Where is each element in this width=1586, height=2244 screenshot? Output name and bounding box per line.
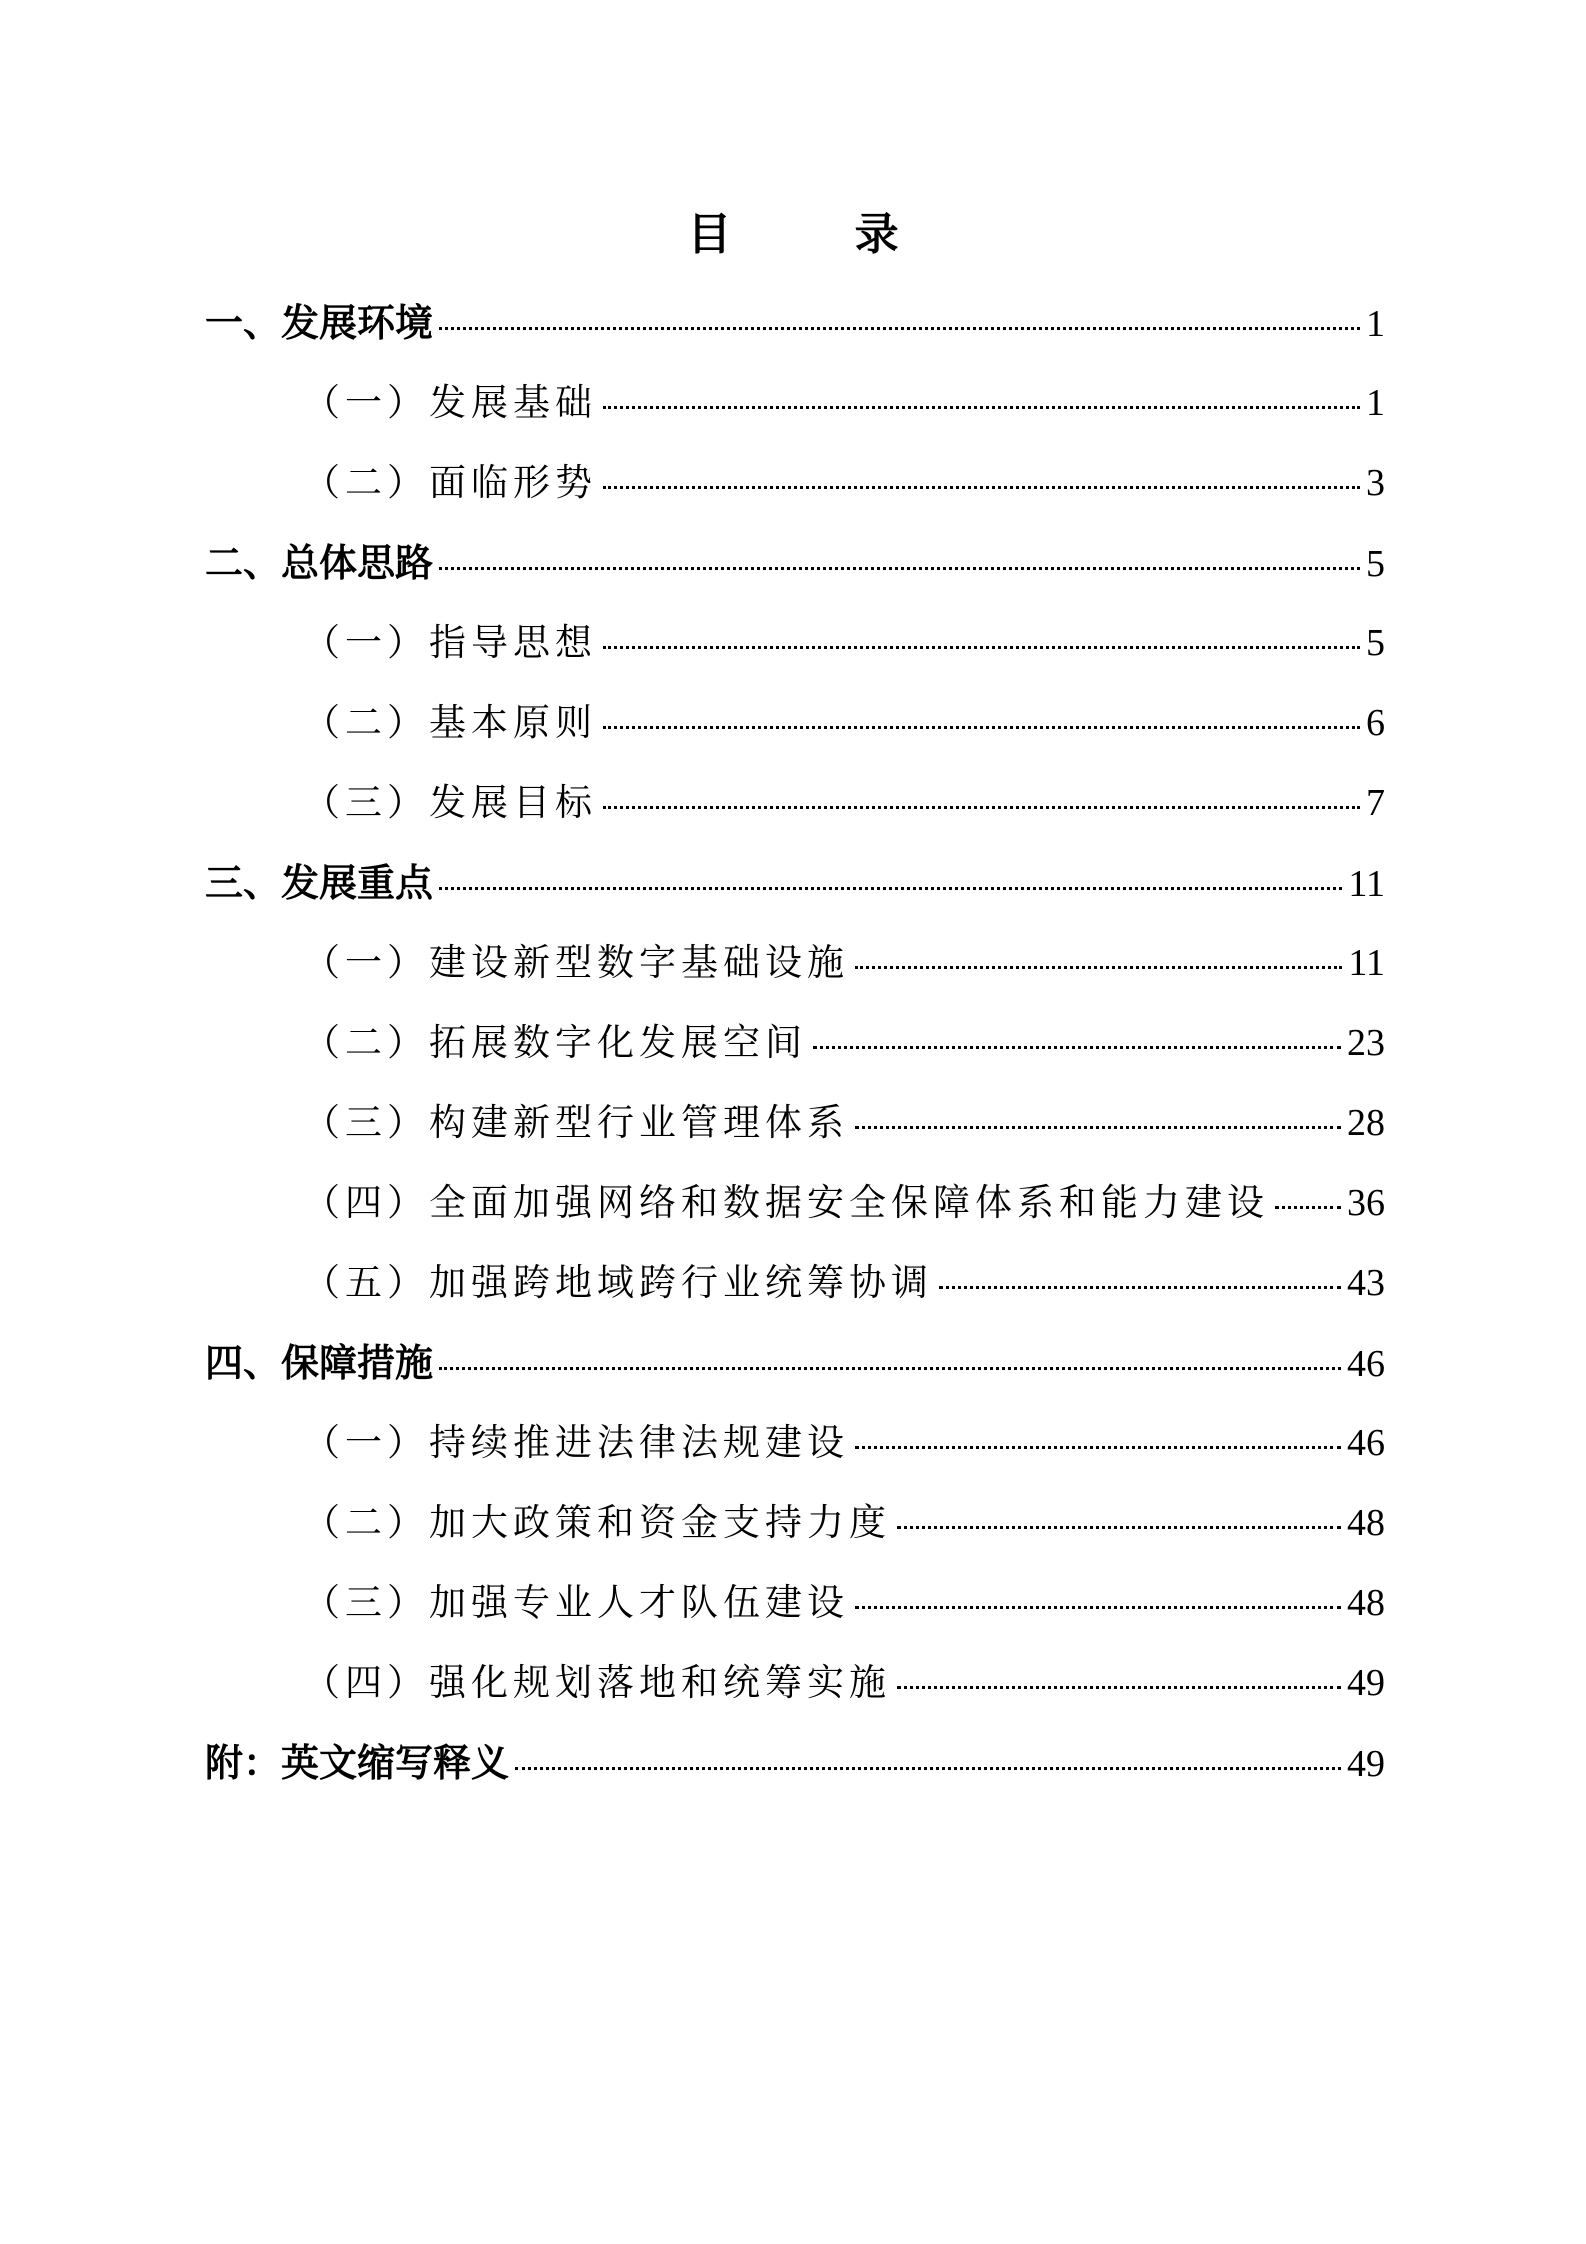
toc-entry-label: （四）全面加强网络和数据安全保障体系和能力建设 (303, 1181, 1269, 1224)
toc-dot-leader (1275, 1206, 1341, 1209)
toc-entry-label: 一、发展环境 (205, 301, 434, 345)
toc-entry-label: （二）加大政策和资金支持力度 (303, 1501, 891, 1544)
toc-entry-label: （一）持续推进法律法规建设 (303, 1421, 849, 1464)
toc-dot-leader (897, 1526, 1341, 1529)
toc-dot-leader (855, 1606, 1341, 1609)
toc-section-entry[interactable] (205, 773, 1385, 853)
toc-dot-leader (603, 486, 1360, 489)
toc-page-number: 48 (1347, 1502, 1385, 1544)
toc-section-entry[interactable] (205, 1253, 1385, 1333)
toc-page-number: 7 (1366, 782, 1385, 824)
toc-section-entry[interactable] (205, 1493, 1385, 1573)
toc-section-entry[interactable] (205, 1413, 1385, 1493)
toc-section-entry[interactable] (205, 613, 1385, 693)
toc-dot-leader (439, 567, 1360, 570)
toc-page-number: 3 (1366, 462, 1385, 504)
toc-entry-label: （二）基本原则 (303, 701, 597, 744)
toc-page-number: 5 (1366, 622, 1385, 664)
toc-chapter-entry[interactable] (205, 1333, 1385, 1413)
toc-section-entry[interactable] (205, 1173, 1385, 1253)
toc-entry-label: （四）强化规划落地和统筹实施 (303, 1661, 891, 1704)
toc-list (205, 293, 1385, 1813)
toc-dot-leader (603, 806, 1360, 809)
toc-dot-leader (897, 1686, 1341, 1689)
toc-title: 目 录 (687, 209, 953, 260)
toc-page-number: 6 (1366, 702, 1385, 744)
toc-page-number: 23 (1347, 1022, 1385, 1064)
toc-section-entry[interactable] (205, 453, 1385, 533)
toc-section-entry[interactable] (205, 1013, 1385, 1093)
toc-page-number: 11 (1348, 942, 1385, 984)
toc-section-entry[interactable] (205, 693, 1385, 773)
toc-section-entry[interactable] (205, 1653, 1385, 1733)
toc-dot-leader (855, 1446, 1341, 1449)
toc-entry-label: 附：英文缩写释义 (205, 1741, 510, 1785)
toc-entry-label: （三）构建新型行业管理体系 (303, 1101, 849, 1144)
toc-page-number: 46 (1347, 1343, 1385, 1385)
toc-dot-leader (439, 1367, 1341, 1370)
toc-section-entry[interactable] (205, 373, 1385, 453)
toc-entry-label: （一）指导思想 (303, 621, 597, 664)
toc-section-entry[interactable] (205, 1573, 1385, 1653)
toc-page-number: 1 (1366, 303, 1385, 345)
toc-dot-leader (515, 1767, 1341, 1770)
toc-entry-label: （三）加强专业人才队伍建设 (303, 1581, 849, 1624)
toc-entry-label: （五）加强跨地域跨行业统筹协调 (303, 1261, 933, 1304)
toc-page-number: 28 (1347, 1102, 1385, 1144)
toc-entry-label: （二）拓展数字化发展空间 (303, 1021, 807, 1064)
toc-dot-leader (439, 327, 1360, 330)
toc-entry-label: 四、保障措施 (205, 1341, 434, 1385)
toc-page-number: 11 (1348, 863, 1385, 905)
toc-entry-label: 三、发展重点 (205, 861, 434, 905)
toc-dot-leader (603, 406, 1360, 409)
toc-entry-label: （三）发展目标 (303, 781, 597, 824)
toc-page-number: 48 (1347, 1582, 1385, 1624)
toc-dot-leader (439, 887, 1342, 890)
toc-page-number: 49 (1347, 1662, 1385, 1704)
toc-dot-leader (603, 646, 1360, 649)
toc-page-number: 36 (1347, 1182, 1385, 1224)
toc-page-number: 5 (1366, 543, 1385, 585)
toc-dot-leader (855, 1126, 1341, 1129)
toc-dot-leader (813, 1046, 1341, 1049)
toc-section-entry[interactable] (205, 1093, 1385, 1173)
toc-page-number: 1 (1366, 382, 1385, 424)
toc-page-number: 43 (1347, 1262, 1385, 1304)
toc-entry-label: （二）面临形势 (303, 461, 597, 504)
toc-chapter-entry[interactable] (205, 293, 1385, 373)
toc-entry-label: （一）发展基础 (303, 381, 597, 424)
toc-page-number: 46 (1347, 1422, 1385, 1464)
toc-chapter-entry[interactable] (205, 1733, 1385, 1813)
toc-page-number: 49 (1347, 1743, 1385, 1785)
toc-entry-label: 二、总体思路 (205, 541, 434, 585)
toc-dot-leader (603, 726, 1360, 729)
toc-dot-leader (855, 966, 1342, 969)
toc-chapter-entry[interactable] (205, 533, 1385, 613)
toc-entry-label: （一）建设新型数字基础设施 (303, 941, 849, 984)
toc-dot-leader (939, 1286, 1341, 1289)
toc-chapter-entry[interactable] (205, 853, 1385, 933)
toc-section-entry[interactable] (205, 933, 1385, 1013)
